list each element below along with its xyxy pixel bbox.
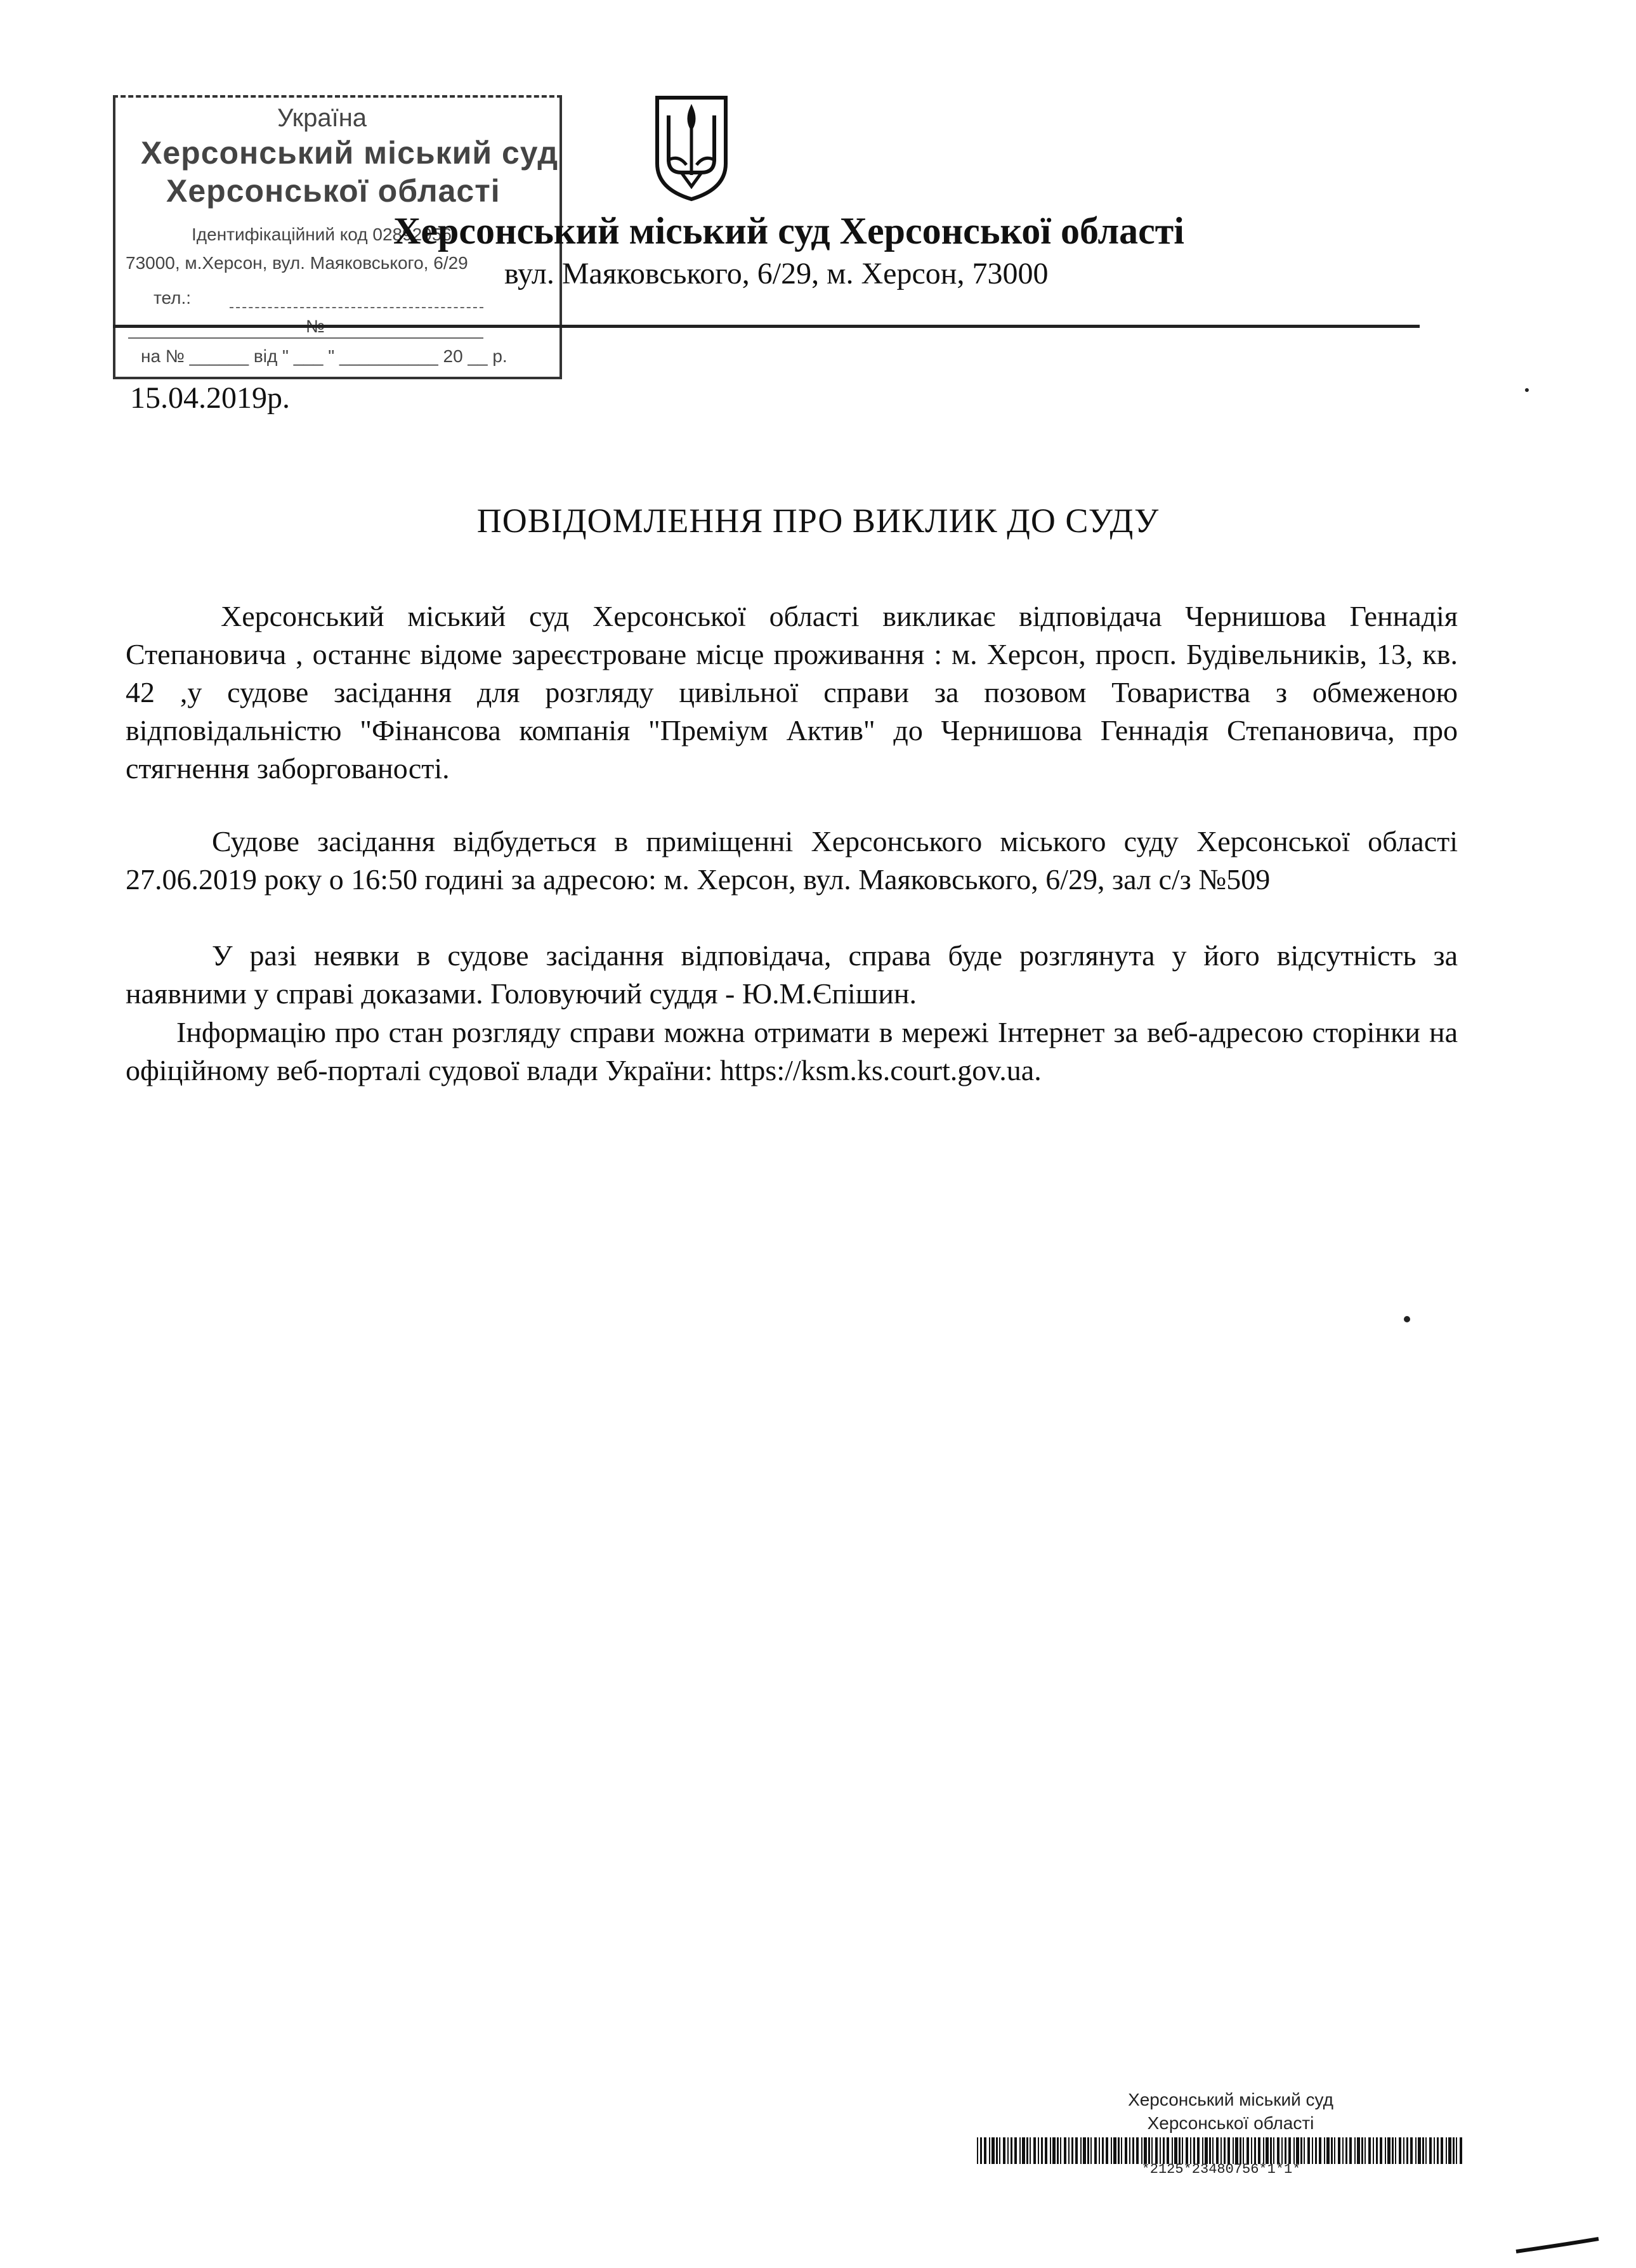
coat-of-arms-icon [653, 94, 730, 202]
header-divider [113, 325, 1420, 328]
barcode-label-line2: Херсонської області [1147, 2113, 1314, 2133]
stamp-id-code: Ідентифікаційний код 02892956 [192, 225, 452, 244]
corner-mark-icon [1510, 2232, 1605, 2258]
stamp-region: Херсонської області [166, 173, 501, 209]
barcode-code: *2125*23480756*1*1* [1141, 2161, 1301, 2177]
stamp-address: 73000, м.Херсон, вул. Маяковського, 6/29 [126, 253, 468, 273]
stamp-court-name: Херсонський міський суд [141, 135, 559, 171]
paragraph-hearing: Судове засідання відбудеться в приміщенні Херсонського міського суду Херсонської області 27.06.2019 року о 16:50 годині за адресою: м. Херсон, вул. Маяковського, 6/29, зал с/з №509 [126, 825, 1458, 896]
document-title: ПОВІДОМЛЕННЯ ПРО ВИКЛИК ДО СУДУ [476, 502, 1160, 540]
scan-speck [1525, 388, 1529, 392]
court-title: Херсонський міський суд Херсонської області [393, 210, 1184, 252]
stamp-country: Україна [277, 104, 367, 132]
document-date: 15.04.2019р. [130, 381, 290, 415]
court-address: вул. Маяковського, 6/29, м. Херсон, 73000 [504, 257, 1049, 290]
stamp-number-label: № [306, 316, 325, 336]
paragraph-info: Інформацію про стан розгляду справи можна отримати в мережі Інтернет за веб-адресою сторінки на офіційному веб-порталі судової влади України: https://ksm.ks.court.gov.ua. [126, 1016, 1458, 1086]
stamp-number-line [128, 337, 483, 339]
paragraph-summons: Херсонський міський суд Херсонської області викликає відповідача Чернишова Геннадія Степановича , останнє відоме зареєстроване місце проживання : м. Херсон, просп. Будівельників, 13, кв. 42 ,у судове засідання для розгляду цивільної справи за позовом Товариства з обмеженою відповідальністю "Фінансова компанія "Преміум Актив" до Чернишова Геннадія Степановича, про стягнення заборгованості. [126, 600, 1458, 785]
barcode-label-line1: Херсонський міський суд [1128, 2090, 1333, 2109]
scan-speck [1404, 1316, 1410, 1322]
stamp-reference: на № ______ від " ___ " __________ 20 __ р. [141, 346, 507, 366]
barcode-icon [977, 2137, 1465, 2164]
stamp-tel-label: тел.: [154, 288, 192, 308]
stamp-tel-line [230, 307, 483, 308]
paragraph-absence: У разі неявки в судове засідання відповідача, справа буде розглянута у його відсутність за наявними у справі доказами. Головуючий суддя - Ю.М.Єпішин. [126, 939, 1458, 1010]
